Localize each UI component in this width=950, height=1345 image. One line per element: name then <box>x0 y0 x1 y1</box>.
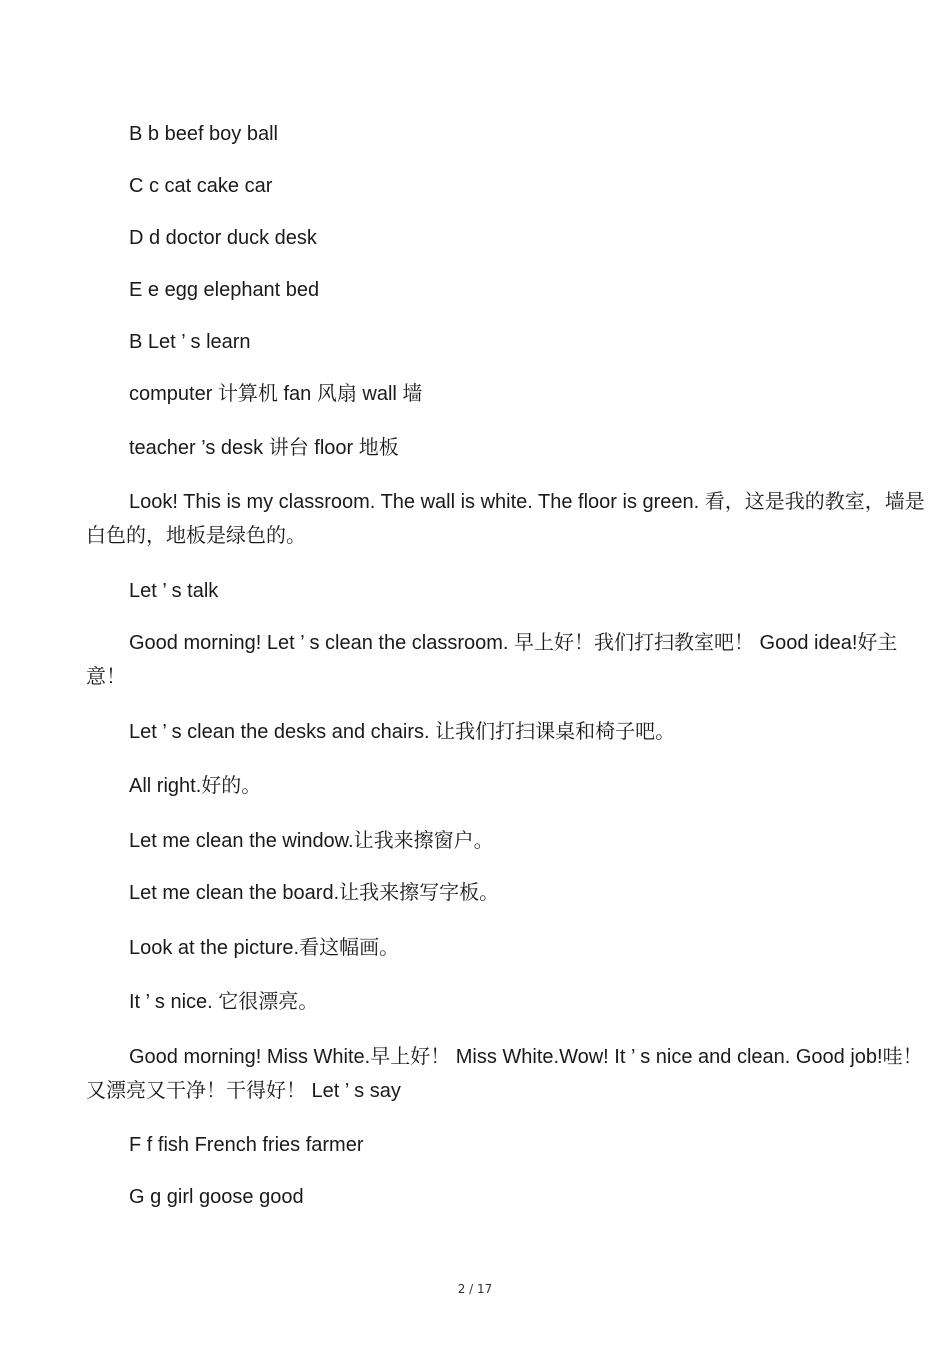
dialog-line-nice: It ’ s nice. 它很漂亮。 <box>129 991 319 1013</box>
vocab-line-1: computer 计算机 fan 风扇 wall 墙 <box>129 383 423 405</box>
dialog-line-all-right: All right.好的。 <box>129 775 262 797</box>
phonics-line-b: B b beef boy ball <box>129 123 278 145</box>
dialog-line-board: Let me clean the board.让我来擦写字板。 <box>129 882 500 904</box>
phonics-line-e: E e egg elephant bed <box>129 279 320 301</box>
dialog-line-window: Let me clean the window.让我来擦窗户。 <box>129 830 494 852</box>
dialog-line-picture: Look at the picture.看这幅画。 <box>129 937 400 959</box>
section-heading-lets-talk: Let ’ s talk <box>129 580 219 602</box>
phonics-line-g: G g girl goose good <box>129 1186 304 1208</box>
paragraph-good-morning: Good morning! Let ’ s clean the classroom. 早上好！我们打扫教室吧！ Good idea!好主意！ <box>86 632 898 688</box>
paragraph-miss-white: Good morning! Miss White.早上好！ Miss White.Wow! It ’ s nice and clean. Good job!哇！又漂亮又干净！干得好！ Let ’ s say <box>86 1046 923 1102</box>
page-indicator: 2 / 17 <box>457 1282 493 1296</box>
vocab-line-2: teacher ’s desk 讲台 floor 地板 <box>129 437 399 459</box>
phonics-line-d: D d doctor duck desk <box>129 227 317 249</box>
section-heading-lets-learn: B Let ’ s learn <box>129 331 251 353</box>
phonics-line-c: C c cat cake car <box>129 175 273 197</box>
phonics-line-f: F f fish French fries farmer <box>129 1134 364 1156</box>
paragraph-look-classroom: Look! This is my classroom. The wall is white. The floor is green. 看，这是我的教室，墙是白色的，地板是绿色的。 <box>86 491 925 547</box>
dialog-line-desks-chairs: Let ’ s clean the desks and chairs. 让我们打扫课桌和椅子吧。 <box>129 721 676 743</box>
